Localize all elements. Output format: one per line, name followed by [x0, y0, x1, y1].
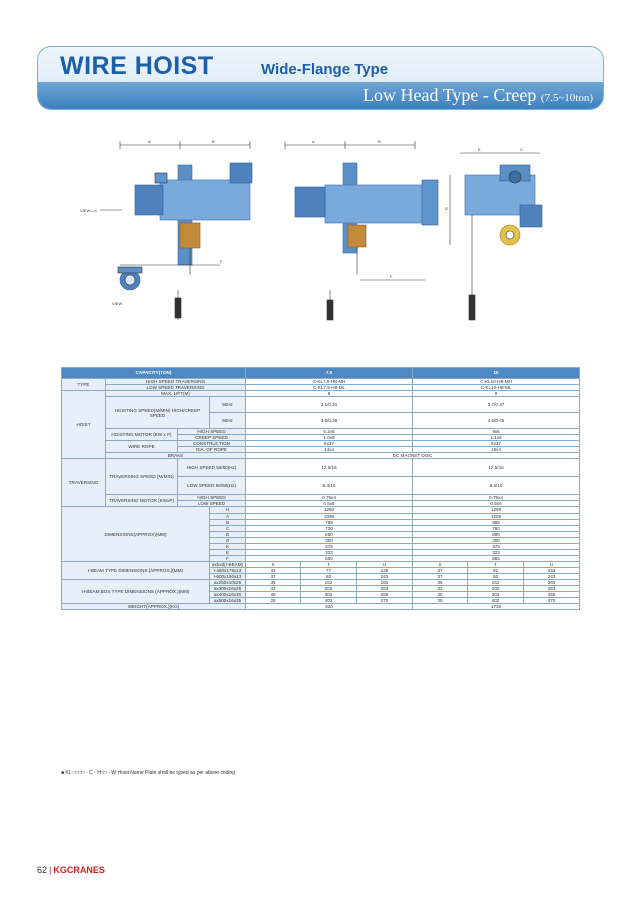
dimensions-body	[62, 507, 580, 561]
ibeam-value: T	[301, 561, 357, 567]
page-footer	[37, 865, 105, 875]
ts-low-2: 8.3/10	[413, 477, 580, 495]
hbeam-value: 35	[246, 580, 301, 586]
ibeam-value: 248	[357, 567, 413, 573]
hm-high-label: HIGH SPEED	[178, 429, 246, 435]
dimension-value-2: 885	[413, 519, 580, 525]
hbeam-value: 402	[468, 598, 524, 604]
ibeam-size: axbxd(I-BEAM)	[210, 561, 246, 567]
drawing-side-detail	[118, 267, 142, 290]
dimension-value-1: 1099	[246, 513, 413, 519]
dimension-key: C	[210, 525, 246, 531]
hbeam-value: 265	[357, 592, 413, 598]
low-speed-trav-label: LOW SPEED TRAVERSING	[106, 385, 246, 391]
tm-low-2: 0.5x6	[413, 501, 580, 507]
dimension-value-1: 323	[246, 549, 413, 555]
hz60-label: 60Hz	[210, 413, 246, 429]
type-low-2: C-KL10-H8-ML	[413, 385, 580, 391]
page-subtitle: Wide-Flange Type	[261, 61, 389, 78]
dim-c-label: C	[520, 147, 523, 152]
ibeam-value: 77	[301, 567, 357, 573]
dimension-value-1: 720	[246, 525, 413, 531]
capacity-1: 7.5	[246, 368, 413, 379]
hbeam-size: ax500x16x35	[210, 598, 246, 604]
hoisting-motor-label: HOISTING MOTOR (KW x P)	[106, 429, 178, 441]
ibeam-value: 243	[524, 567, 580, 573]
hs60-1: 3.8/0.38	[246, 413, 413, 429]
coding-note: ■ KL □□□□ - C - H□□ - W Hoist Name Plate shall be typed as per above coding	[61, 770, 236, 776]
max-lift-1: 8	[246, 391, 413, 397]
dim-f-label-2: F	[390, 274, 393, 279]
dimension-key: H	[210, 507, 246, 513]
trav-speed-high-row	[62, 459, 580, 477]
ibeam-value: 92	[468, 573, 524, 579]
page-number: 62	[37, 865, 48, 875]
dimension-value-2: 865	[413, 555, 580, 561]
tm-high-2: 0.75x4	[413, 495, 580, 501]
weight-row	[62, 604, 580, 610]
weight-label: WEIGHT(APPROX.)(KG)	[62, 604, 246, 610]
weight-2: 1730	[413, 604, 580, 610]
dia-1: 14x4	[246, 447, 413, 453]
hs50-1: 3.1/0.31	[246, 397, 413, 413]
tm-low-1: 0.5x6	[246, 501, 413, 507]
dimension-value-2: 750	[413, 525, 580, 531]
ibeam-value: 37	[413, 573, 468, 579]
hm-creep-1: 1.0x6	[246, 435, 413, 441]
type-label: TYPE	[62, 379, 106, 391]
hbeam-body	[62, 580, 580, 604]
traversing-label: TRAVERSING	[62, 459, 106, 507]
dimension-value-1: 375	[246, 543, 413, 549]
hbeam-value: 32	[413, 586, 468, 592]
max-lift-label: MAX. LIFT(M)	[106, 391, 246, 397]
hbeam-value: 270	[357, 598, 413, 604]
dimension-value-2: 300	[413, 537, 580, 543]
hbeam-value: 302	[468, 592, 524, 598]
ibeam-label: I-BEAM TYPE DIMENSIONS (APPROX.)(MM)	[62, 561, 210, 579]
hbeam-value: 270	[524, 598, 580, 604]
hz50-label: 50Hz	[210, 397, 246, 413]
hbeam-value: 260	[357, 580, 413, 586]
hs50-2: 3.7/0.37	[413, 397, 580, 413]
wire-rope-label: WIRE ROPE	[106, 441, 178, 453]
ibeam-value: U	[357, 561, 413, 567]
title-banner	[37, 46, 604, 110]
trav-motor-label: TRAVERSING MOTOR (KWxP)	[106, 495, 178, 507]
hbeam-size: ax300x16x28	[210, 586, 246, 592]
ibeam-value: 92	[468, 567, 524, 573]
dim-g-label: G	[445, 206, 449, 211]
type-low-1: C-KL7.5-H8-ML	[246, 385, 413, 391]
ibeam-value: S	[246, 561, 301, 567]
trav-high-label: HIGH SPEED 50/60(Hz)	[178, 459, 246, 477]
type-high-1: C-KL7.5-H8-MH	[246, 379, 413, 385]
hm-high-2: 9x6	[413, 429, 580, 435]
dim-a-label-2: A	[312, 139, 315, 144]
trav-speed-label: TRAVERSING SPEED (M/MIN)	[106, 459, 178, 495]
hbeam-value: 265	[524, 592, 580, 598]
capacity-label: CAPACITY(TON)	[62, 368, 246, 379]
brake-value: DC MAGNET DISC	[246, 453, 580, 459]
dim-b-label-2: B	[378, 139, 381, 144]
capacity-2: 10	[413, 368, 580, 379]
dimension-value-2: 1290	[413, 507, 580, 513]
trav-low-label: LOW SPEED 50/60(Hz)	[178, 477, 246, 495]
dimension-key: E	[210, 549, 246, 555]
dimension-key: K	[210, 543, 246, 549]
dimension-value-2: 1205	[413, 513, 580, 519]
tm-high-1: 0.75x4	[246, 495, 413, 501]
drawing-front-view-1	[100, 141, 252, 320]
ts-high-1: 12.5/15	[246, 459, 413, 477]
hbeam-value: 202	[301, 586, 357, 592]
dimension-value-1: 300	[246, 537, 413, 543]
hbeam-value: 263	[357, 586, 413, 592]
cons-2: 6x37	[413, 441, 580, 447]
ibeam-value: U	[524, 561, 580, 567]
hs60-2: 4.5/0.45	[413, 413, 580, 429]
hbeam-value: 32	[246, 586, 301, 592]
dimension-value-1: 1250	[246, 507, 413, 513]
ibeam-value: 243	[357, 573, 413, 579]
brand-logo: KGCRANES	[53, 865, 105, 875]
view-label: VIEW	[112, 301, 123, 306]
hm-creep-2: 1.1x6	[413, 435, 580, 441]
ibeam-value: 92	[301, 573, 357, 579]
ts-high-2: 12.5/15	[413, 459, 580, 477]
capacity-row	[62, 368, 580, 379]
cons-1: 6x37	[246, 441, 413, 447]
ibeam-size: I-450x175x13	[210, 567, 246, 573]
hbeam-value: 263	[524, 586, 580, 592]
high-speed-trav-label: HIGH SPEED TRAVERSING	[106, 379, 246, 385]
drawing-end-view	[450, 153, 542, 320]
max-lift-2: 8	[413, 391, 580, 397]
hoist-drawings	[60, 135, 580, 335]
hm-creep-label: CREEP SPEED	[178, 435, 246, 441]
tm-low-speed-label: LOW SPEED	[178, 501, 246, 507]
hbeam-size: ax400x16x30	[210, 592, 246, 598]
hbeam-value: 260	[524, 580, 580, 586]
hbeam-value: 30	[413, 592, 468, 598]
dim-f-label-1: F	[220, 259, 223, 264]
hbeam-value: 402	[301, 598, 357, 604]
ibeam-size: I-600x190x13	[210, 573, 246, 579]
type-range: (7.5~10ton)	[540, 92, 593, 104]
hoist-label: HOIST	[62, 391, 106, 459]
dim-b-label-1: B	[212, 139, 215, 144]
type-high-2: C-KL10-H8-MH	[413, 379, 580, 385]
hbeam-value: 25	[246, 598, 301, 604]
ibeam-value: 243	[524, 573, 580, 579]
dimension-key: F	[210, 555, 246, 561]
type-label	[363, 85, 593, 106]
dimension-key: B	[210, 519, 246, 525]
dimension-value-2: 690	[413, 531, 580, 537]
spec-table	[61, 367, 580, 610]
dimensions-label: DIMENSIONS(APPROX)(MM)	[62, 507, 210, 561]
dimension-value-2: 375	[413, 543, 580, 549]
hbeam-value: 202	[468, 586, 524, 592]
dim-a-label-1: A	[148, 139, 151, 144]
type-main: Low Head Type - Creep	[363, 85, 541, 105]
hbeam-value: 25	[413, 598, 468, 604]
hm-high-1: 5.2x6	[246, 429, 413, 435]
hbeam-value: 152	[468, 580, 524, 586]
dimension-value-1: 789	[246, 519, 413, 525]
ibeam-body	[62, 561, 580, 579]
footer-divider: |	[49, 865, 52, 875]
drawing-front-view-2	[285, 141, 438, 320]
dimension-key: G	[210, 537, 246, 543]
dim-e-label: E	[478, 147, 481, 152]
ibeam-value: S	[413, 561, 468, 567]
tm-high-label: HIGH SPEED	[178, 495, 246, 501]
hbeam-value: 35	[413, 580, 468, 586]
page-title: WIRE HOIST	[60, 52, 214, 80]
hbeam-value: 152	[301, 580, 357, 586]
weight-1: 920	[246, 604, 413, 610]
dia-2: 16x4	[413, 447, 580, 453]
dimension-key: D	[210, 531, 246, 537]
ts-low-1: 8.3/10	[246, 477, 413, 495]
ibeam-value: 37	[413, 567, 468, 573]
hbeam-value: 302	[301, 592, 357, 598]
hbeam-size: ax250x10x25	[210, 580, 246, 586]
dimension-key: A	[210, 513, 246, 519]
view-arrow-label: VIEW—X	[80, 208, 97, 213]
dimension-value-2: 323	[413, 549, 580, 555]
ibeam-value: 37	[246, 573, 301, 579]
construction-label: CONSTRUCTION	[178, 441, 246, 447]
hbeam-label: H-BEAM,BOX TYPE DIMENSIONS (APPROX.)(MM)	[62, 580, 210, 604]
hoisting-speed-50-row	[62, 397, 580, 413]
dimension-value-1: 660	[246, 531, 413, 537]
hbeam-value: 30	[246, 592, 301, 598]
dia-rope-label: DIA. OF ROPE	[178, 447, 246, 453]
dimension-value-1: 800	[246, 555, 413, 561]
hoisting-speed-label: HOISTING SPEED(M/MIN) HIGH/CREEP SPEED	[106, 397, 210, 429]
brake-label: BRAKE	[106, 453, 246, 459]
ibeam-value: T	[468, 561, 524, 567]
ibeam-value: 32	[246, 567, 301, 573]
